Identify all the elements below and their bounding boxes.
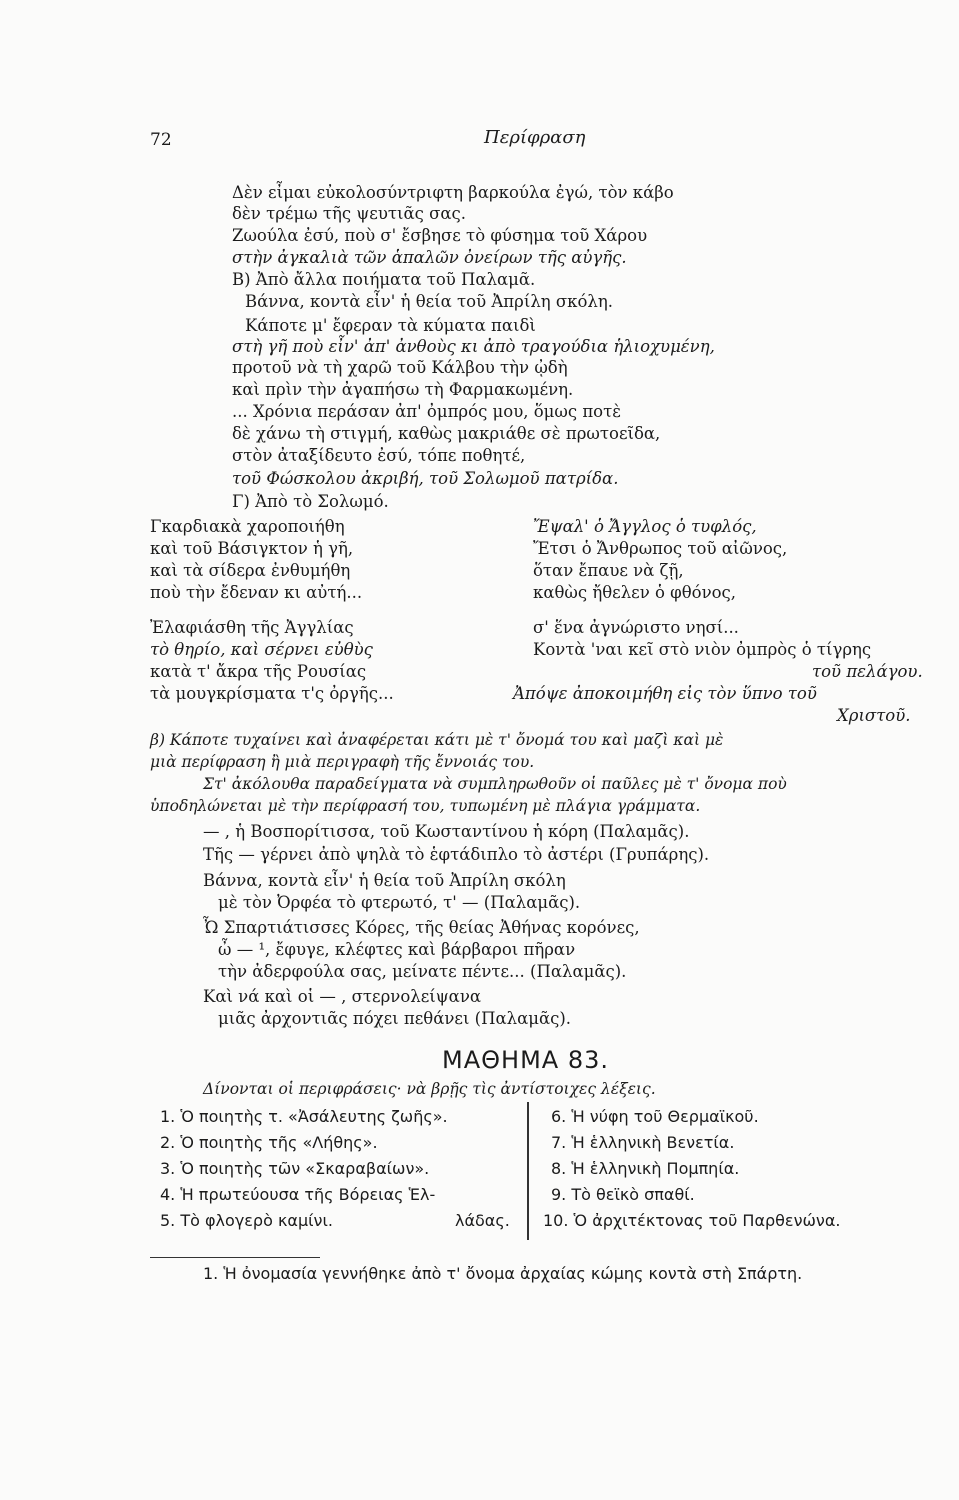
lesson-instruction: Δίνονται οἱ περιφράσεις· νὰ βρῇς τὶς ἀντίστοιχες λέξεις.	[203, 1080, 656, 1098]
right-verse-line: σ' ἕνα ἀγνώριστο νησί...	[533, 618, 739, 637]
left-verse-line: τὰ μουγκρίσματα τ'ς ὀργῆς...	[150, 684, 394, 703]
section-b-text: ὑποδηλώνεται μὲ τὴν περίφρασή του, τυπωμένη μὲ πλάγια γράμματα.	[150, 797, 701, 815]
verse-line: δὲν τρέμω τῆς ψευτιᾶς σας.	[232, 204, 466, 223]
right-verse-line: Κοντὰ 'ναι κεῖ στὸ νιὸν ὀμπρὸς ὁ τίγρης	[533, 640, 872, 659]
verse-line: στὴν ἀγκαλιὰ τῶν ἁπαλῶν ὀνείρων τῆς αὐγῆς.	[232, 248, 627, 267]
exercise-item: 7. Ἡ ἑλληνικὴ Βενετία.	[551, 1133, 735, 1152]
verse-line: καὶ πρὶν τὴν ἀγαπήσω τὴ Φαρμακωμένη.	[232, 380, 574, 399]
right-verse-line: τοῦ πελάγου.	[812, 662, 923, 681]
exercise-item: 9. Τὸ θεϊκὸ σπαθί.	[551, 1185, 695, 1204]
example-line: Ὦ Σπαρτιάτισσες Κόρες, τῆς θείας Ἀθήνας κορόνες,	[203, 918, 640, 937]
exercise-item-continuation: λάδας.	[455, 1211, 510, 1230]
verse-line: Κάποτε μ' ἔφεραν τὰ κύματα παιδὶ	[245, 316, 536, 335]
verse-line: προτοῦ νὰ τὴ χαρῶ τοῦ Κάλβου τὴν ᾠδὴ	[232, 358, 568, 377]
right-verse-line: Χριστοῦ.	[837, 706, 911, 725]
footnote-rule	[150, 1257, 320, 1258]
exercise-item: 4. Ἡ πρωτεύουσα τῆς Βόρειας Ἑλ-	[160, 1185, 436, 1204]
exercise-item: 2. Ὁ ποιητὴς τῆς «Λήθης».	[160, 1133, 378, 1152]
left-verse-line: ποὺ τὴν ἔδεναν κι αὐτή...	[150, 583, 363, 602]
example-line: — , ἡ Βοσπορίτισσα, τοῦ Κωσταντίνου ἡ κόρη (Παλαμᾶς).	[203, 822, 690, 841]
exercise-item: 5. Τὸ φλογερὸ καμίνι.	[160, 1211, 333, 1230]
right-verse-line: καθὼς ἤθελεν ὁ φθόνος,	[533, 583, 737, 602]
example-line: Καὶ νά καὶ οἱ — , στερνολείψανα	[203, 987, 481, 1006]
example-line: τὴν ἀδερφούλα σας, μείνατε πέντε... (Παλαμᾶς).	[218, 962, 627, 981]
left-verse-line: καὶ τοῦ Βάσιγκτον ἡ γῆ,	[150, 539, 354, 558]
right-verse-line: Ἔψαλ' ὁ Ἄγγλος ὁ τυφλός,	[533, 517, 757, 536]
verse-line: στὸν ἀταξίδευτο ἐσύ, τόπε ποθητέ,	[232, 446, 526, 465]
exercise-item: 6. Ἡ νύφη τοῦ Θερμαϊκοῦ.	[551, 1107, 759, 1126]
example-line: μιᾶς ἀρχοντιᾶς πόχει πεθάνει (Παλαμᾶς).	[218, 1009, 572, 1028]
page-number: 72	[150, 130, 172, 150]
example-line: ὦ — ¹, ἔφυγε, κλέφτες καὶ βάρβαροι πῆραν	[218, 940, 576, 959]
left-verse-line: κατὰ τ' ἄκρα τῆς Ρουσίας	[150, 662, 367, 681]
column-divider	[527, 1102, 529, 1240]
verse-line: τοῦ Φώσκολου ἀκριβή, τοῦ Σολωμοῦ πατρίδα.	[232, 469, 619, 488]
verse-line: δὲ χάνω τὴ στιγμή, καθὼς μακριάθε σὲ πρωτοεῖδα,	[232, 424, 661, 443]
example-line: μὲ τὸν Ὀρφέα τὸ φτερωτό, τ' — (Παλαμᾶς).	[218, 893, 581, 912]
right-verse-line: ὅταν ἔπαυε νὰ ζῇ,	[533, 561, 684, 580]
exercise-item: 10. Ὁ ἀρχιτέκτονας τοῦ Παρθενώνα.	[543, 1211, 841, 1230]
verse-line: Ζωούλα ἐσύ, ποὺ σ' ἔσβησε τὸ φύσημα τοῦ Χάρου	[232, 226, 648, 245]
right-verse-line: Ἀπόψε ἀποκοιμήθη εἰς τὸν ὕπνο τοῦ	[513, 684, 817, 703]
left-verse-line: καὶ τὰ σίδερα ἐνθυμήθη	[150, 561, 351, 580]
lesson-title: ΜΑΘΗΜΑ 83.	[442, 1046, 609, 1074]
verse-line: Δὲν εἶμαι εὐκολοσύντριφτη βαρκούλα ἐγώ, τὸν κάβο	[232, 183, 674, 202]
verse-line: στὴ γῆ ποὺ εἶν' ἀπ' ἀνθοὺς κι ἀπὸ τραγούδια ἡλιοχυμένη,	[232, 337, 715, 356]
example-line: Βάννα, κοντὰ εἶν' ἡ θεία τοῦ Ἀπρίλη σκόλη	[203, 871, 566, 890]
left-verse-line: Γκαρδιακὰ χαροποιήθη	[150, 517, 345, 536]
section-b-text: μιὰ περίφραση ἢ μιὰ περιγραφὴ τῆς ἔννοιάς του.	[150, 753, 535, 771]
footnote: 1. Ἡ ὀνομασία γεννήθηκε ἀπὸ τ' ὄνομα ἀρχαίας κώμης κοντὰ στὴ Σπάρτη.	[203, 1264, 803, 1283]
section-b-text: Στ' ἀκόλουθα παραδείγματα νὰ συμπληρωθοῦν οἱ παῦλες μὲ τ' ὄνομα ποὺ	[203, 775, 787, 793]
section-b-text: β) Κάποτε τυχαίνει καὶ ἀναφέρεται κάτι μὲ τ' ὄνομά του καὶ μαζὶ καὶ μὲ	[150, 731, 724, 749]
left-verse-line: τὸ θηρίο, καὶ σέρνει εὐθὺς	[150, 640, 373, 659]
verse-line: ... Χρόνια περάσαν ἀπ' ὀμπρός μου, ὅμως ποτὲ	[232, 402, 622, 421]
exercise-item: 1. Ὁ ποιητὴς τ. «Ἀσάλευτης ζωῆς».	[160, 1107, 448, 1126]
example-line: Τῆς — γέρνει ἀπὸ ψηλὰ τὸ ἑφτάδιπλο τὸ ἀστέρι (Γρυπάρης).	[203, 845, 710, 864]
right-verse-line: Ἔτσι ὁ Ἄνθρωπος τοῦ αἰῶνος,	[533, 539, 788, 558]
left-verse-line: Ἐλαφιάσθη τῆς Ἀγγλίας	[150, 618, 354, 637]
section-heading: Γ) Ἀπὸ τὸ Σολωμό.	[232, 492, 389, 511]
verse-line: Βάννα, κοντὰ εἶν' ἡ θεία τοῦ Ἀπρίλη σκόλη.	[245, 292, 614, 311]
exercise-item: 3. Ὁ ποιητὴς τῶν «Σκαραβαίων».	[160, 1159, 430, 1178]
running-title: Περίφραση	[484, 127, 586, 148]
exercise-item: 8. Ἡ ἑλληνικὴ Πομπηία.	[551, 1159, 740, 1178]
section-heading: Β) Ἀπὸ ἄλλα ποιήματα τοῦ Παλαμᾶ.	[232, 270, 536, 289]
